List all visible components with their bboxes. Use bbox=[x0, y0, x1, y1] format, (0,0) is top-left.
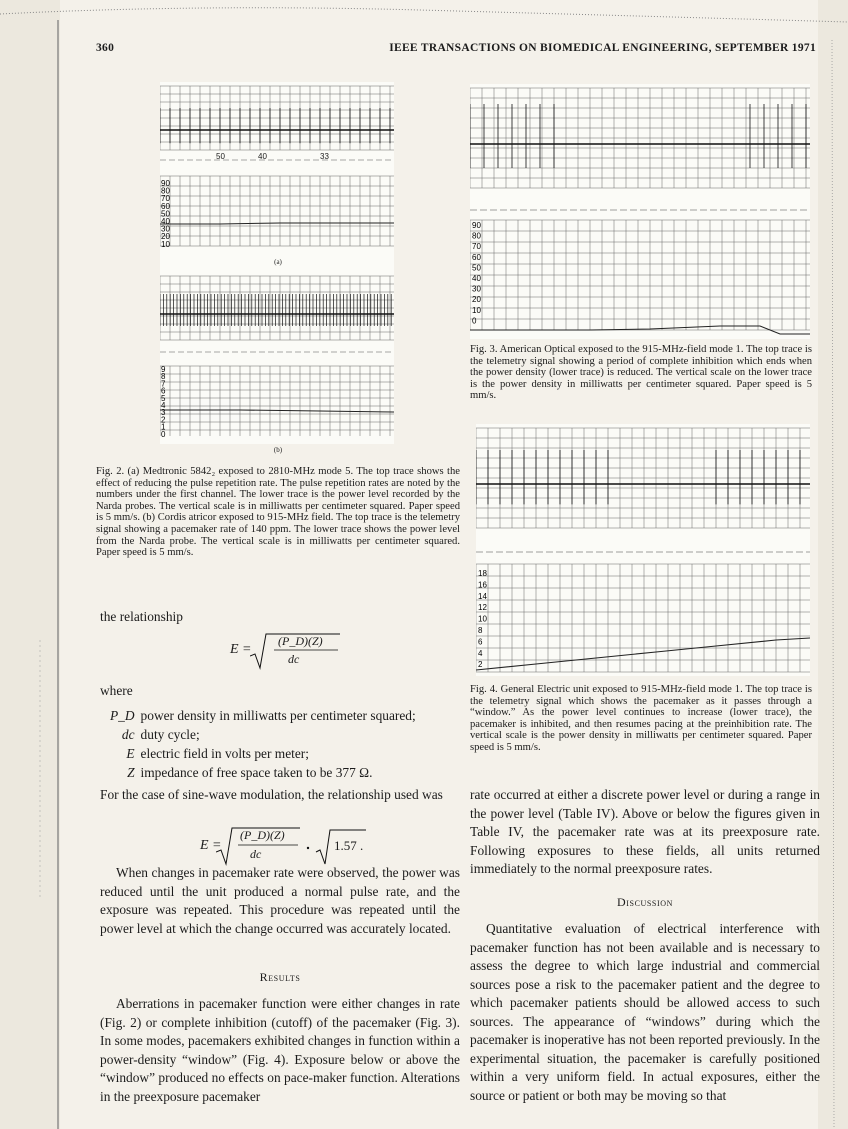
scale-label: 40 bbox=[472, 274, 481, 283]
figure-4-caption: Fig. 4. General Electric unit exposed to 915-MHz-field mode 1. The top trace is the telemetry signal which shows the pacemaker as it passes through a “window.” As the power level continues to increase (lower trace), the pacemaker is inhibited, and then resumes pacing at the preinhibition rate. The vertical scale is the power density in milliwatts per centimeter squared. Paper speed is 5 mm/s. bbox=[470, 684, 812, 753]
scale-label: 5 bbox=[161, 393, 166, 403]
sine-wave-paragraph: For the case of sine-wave modulation, the relationship used was bbox=[100, 787, 443, 802]
scale-label: 8 bbox=[161, 372, 166, 382]
figure-2b-chart-recording bbox=[160, 272, 394, 442]
definition-text: impedance of free space taken to be 377 Ω. bbox=[140, 765, 373, 780]
rate-mark-33: 33 bbox=[320, 152, 329, 161]
figure-4 bbox=[476, 424, 810, 676]
figure-2b-label: (b) bbox=[273, 446, 283, 454]
scale-label: 40 bbox=[161, 217, 170, 226]
figure-4-chart-recording bbox=[476, 424, 810, 676]
figure-3-top-trace bbox=[470, 104, 810, 168]
power-reduction-paragraph: When changes in pacemaker rate were observed, the power was reduced until the unit produced a normal pulse rate, and the exposure was repeated. This procedure was repeated until the power level at which the change occurred was accurately located. bbox=[100, 865, 460, 936]
eq2-factor: 1.57 . bbox=[334, 838, 364, 853]
scale-label: 90 bbox=[472, 221, 481, 230]
scale-label: 80 bbox=[161, 186, 170, 196]
scale-label: 3 bbox=[161, 408, 166, 418]
figure-3-chart-recording bbox=[470, 84, 810, 339]
scale-label: 90 bbox=[161, 179, 170, 188]
figure-2a-grid bbox=[160, 86, 394, 246]
figure-4-grid bbox=[476, 428, 810, 672]
figure-3-grid bbox=[470, 88, 810, 330]
definition-text: duty cycle; bbox=[140, 727, 200, 742]
rate-mark-50: 50 bbox=[216, 152, 225, 161]
eq1-denominator: dc bbox=[288, 652, 300, 666]
scale-label: 4 bbox=[161, 401, 166, 410]
figure-2a-label: (a) bbox=[274, 258, 282, 266]
scale-label: 10 bbox=[161, 239, 170, 249]
scale-label: 60 bbox=[161, 201, 170, 211]
scale-label: 6 bbox=[478, 637, 483, 647]
scale-label: 70 bbox=[472, 242, 481, 252]
scale-label: 20 bbox=[472, 295, 481, 305]
scale-label: 16 bbox=[478, 580, 487, 590]
figure-3 bbox=[470, 84, 810, 339]
scale-label: 14 bbox=[478, 591, 487, 601]
definition-row bbox=[110, 763, 422, 782]
journal-title: IEEE TRANSACTIONS ON BIOMEDICAL ENGINEERING, SEPTEMBER 1971 bbox=[389, 42, 816, 54]
scale-label: 9 bbox=[161, 365, 166, 374]
where-label: where bbox=[100, 683, 133, 698]
figure-2b-top-trace bbox=[160, 294, 394, 326]
discussion-paragraph: Quantitative evaluation of electrical interference with pacemaker function has not been available and is necessary to assess the degree to which large industrial and commercial sources pose a risk to the pacemaker patient and the degree to which pacemaker patients should be allowed access to such sources. The appearance of “windows” during which the pacemaker is inoperative has not been reported previously. In the experimental situation, the pacemaker is carefully positioned within a very uniform field. In actual exposures, either the source or patient or both may be moving so that bbox=[470, 921, 820, 1103]
scale-label: 0 bbox=[472, 316, 477, 326]
equation-2 bbox=[200, 826, 370, 868]
scale-label: 4 bbox=[478, 648, 483, 658]
figure-2 bbox=[160, 82, 394, 454]
scale-label: 80 bbox=[472, 231, 481, 241]
definition-symbol: Z bbox=[127, 765, 135, 780]
scale-label: 2 bbox=[478, 660, 483, 670]
definition-text: power density in milliwatts per centimeter squared; bbox=[140, 708, 416, 723]
scale-label: 50 bbox=[472, 263, 481, 273]
definition-symbol: P_D bbox=[110, 708, 135, 723]
definition-row bbox=[110, 744, 422, 763]
figure-2-caption: Fig. 2. (a) Medtronic 5842₂ exposed to 2810-MHz mode 5. The top trace shows the effect of reducing the pulse repetition rate. The pulse repetition rates are noted by the numbers under the first channel. The lower trace is the power level recorded by the Narda probes. The vertical scale is in milliwatts per centimeter squared. Paper speed is 5 mm/s. (b) Cordis atricor exposed to 915-MHz field. The top trace is the telemetry signal showing a pacemaker rate of 140 ppm. The lower trace shows the power level from the Narda probe. The vertical scale is in milliwatts per centimeter squared. Paper speed is 5 mm/s. bbox=[96, 466, 460, 559]
scan-edge-top bbox=[0, 0, 848, 30]
scale-label: 30 bbox=[472, 284, 481, 294]
scale-label: 1 bbox=[161, 422, 166, 432]
discussion-heading: Discussion bbox=[616, 895, 673, 909]
scan-edge-right bbox=[818, 0, 848, 1129]
scan-edge-left bbox=[0, 0, 60, 1129]
scale-label: 20 bbox=[161, 232, 170, 242]
scale-label: 6 bbox=[161, 386, 166, 396]
rate-mark-40: 40 bbox=[258, 152, 267, 161]
definitions-list bbox=[110, 706, 422, 782]
rate-paragraph: rate occurred at either a discrete power level or during a range in the power level (Table IV). Above or below the figures given in Table IV, the pacemaker rate was at its preexposure rate. Following exposures to these fields, all units returned immediately to the normal preexposure rates. bbox=[470, 787, 820, 876]
figure-2a-top-trace bbox=[160, 108, 394, 143]
figure-3-caption: Fig. 3. American Optical exposed to the 915-MHz-field mode 1. The top trace is the telemetry signal showing a period of complete inhibition which ends when the power density (lower trace) is reduced. The vertical scale on the lower trace is the power density in milliwatts per centimeter squared. Paper speed is 5 mm/s. bbox=[470, 344, 812, 402]
eq2-numerator: (P_D)(Z) bbox=[240, 828, 285, 842]
eq2-denominator: dc bbox=[250, 847, 262, 861]
scale-label: 18 bbox=[478, 569, 487, 578]
relationship-intro: the relationship bbox=[100, 609, 183, 624]
definition-row bbox=[110, 706, 422, 725]
eq1-numerator: (P_D)(Z) bbox=[278, 634, 323, 648]
scale-label: 30 bbox=[161, 224, 170, 234]
scale-label: 2 bbox=[161, 415, 166, 425]
definition-symbol: dc bbox=[121, 727, 135, 742]
scale-label: 70 bbox=[161, 194, 170, 204]
definition-row bbox=[110, 725, 422, 744]
definition-text: electric field in volts per meter; bbox=[140, 746, 309, 761]
results-paragraph: Aberrations in pacemaker function were either changes in rate (Fig. 2) or complete inhibition (cutoff) of the pacemaker (Fig. 3). In some modes, pacemakers exhibited changes in function within a power-density “window” (Fig. 4). Exposure below or above the “window” produced no effects on pace-maker function. Alterations in the preexposure pacemaker bbox=[100, 996, 460, 1104]
scale-label: 60 bbox=[472, 252, 481, 262]
figure-2a-chart-recording bbox=[160, 82, 394, 254]
scale-label: 50 bbox=[161, 209, 170, 219]
eq1-lhs: E = bbox=[230, 642, 252, 657]
scale-label: 0 bbox=[161, 429, 166, 439]
scale-label: 7 bbox=[161, 379, 166, 389]
scale-label: 10 bbox=[478, 614, 487, 624]
scale-label: 8 bbox=[478, 626, 483, 635]
definition-symbol: E bbox=[126, 746, 135, 761]
scale-label: 12 bbox=[478, 603, 487, 613]
page-number: 360 bbox=[96, 42, 115, 54]
eq2-lhs: E = bbox=[200, 838, 222, 853]
results-heading: Results bbox=[259, 970, 301, 984]
equation-1 bbox=[230, 632, 350, 672]
scale-label: 10 bbox=[472, 305, 481, 315]
